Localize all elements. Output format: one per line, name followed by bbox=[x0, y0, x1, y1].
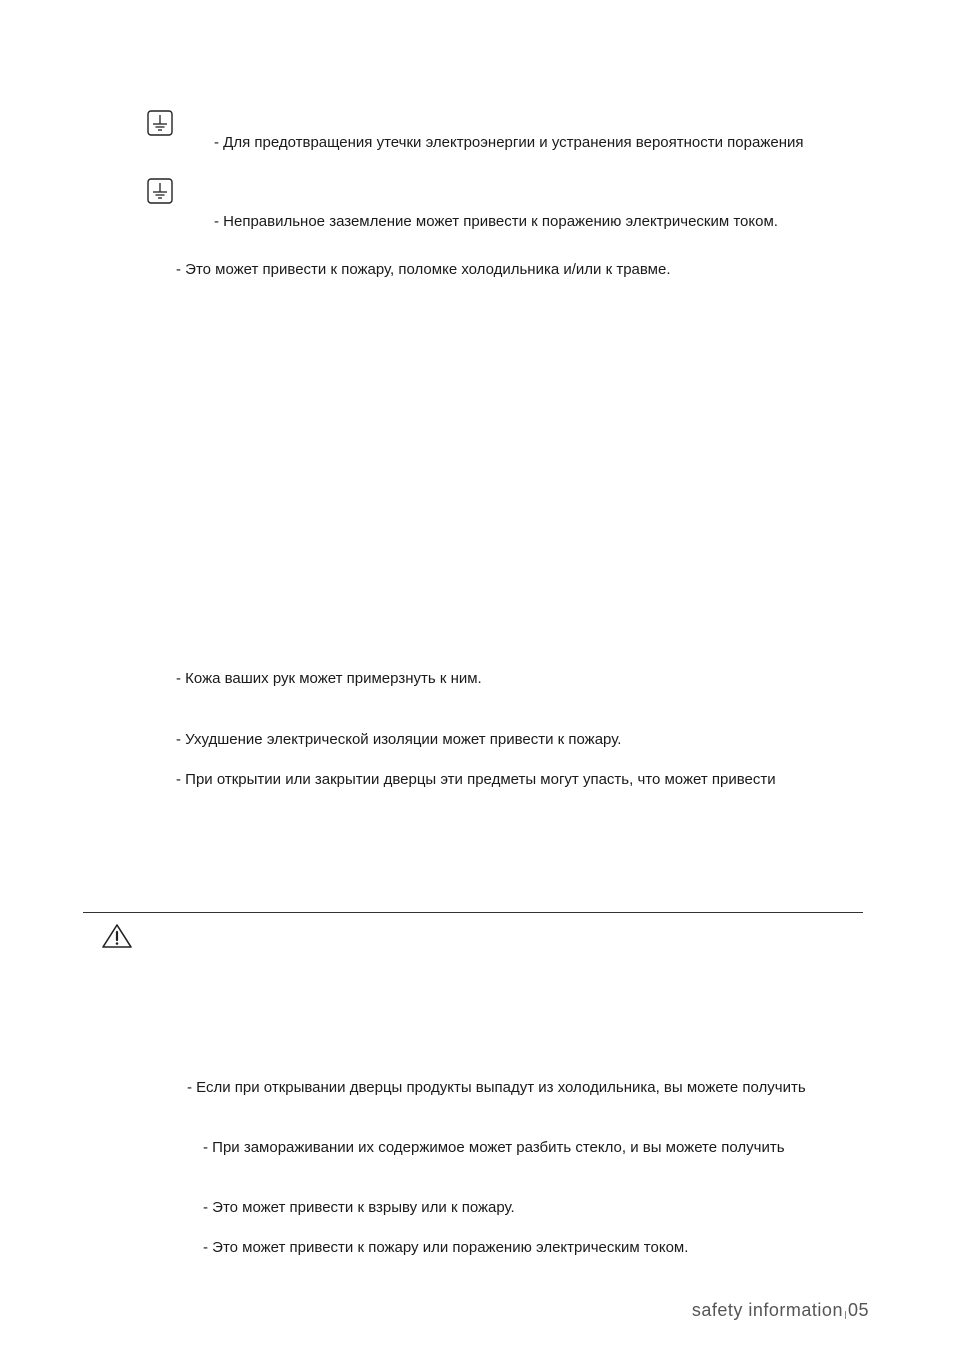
text-line-8: - При замораживании их содержимое может разбить стекло, и вы можете получить bbox=[203, 1139, 785, 1156]
text-line-4: - Кожа ваших рук может примерзнуть к ним. bbox=[176, 670, 482, 687]
caution-triangle-icon bbox=[101, 923, 133, 949]
text-line-10: - Это может привести к пожару или поражению электрическим током. bbox=[203, 1239, 689, 1256]
text-line-2: - Неправильное заземление может привести к поражению электрическим током. bbox=[214, 213, 778, 230]
text-line-7: - Если при открывании дверцы продукты выпадут из холодильника, вы можете получить bbox=[187, 1079, 806, 1096]
ground-symbol-icon bbox=[147, 110, 173, 136]
text-line-3: - Это может привести к пожару, поломке холодильника и/или к травме. bbox=[176, 261, 671, 278]
page-number: 05 bbox=[847, 1300, 869, 1320]
text-line-1: - Для предотвращения утечки электроэнергии и устранения вероятности поражения bbox=[214, 134, 804, 151]
page-footer bbox=[692, 1300, 869, 1321]
footer-separator bbox=[845, 1311, 846, 1319]
footer-section-title: safety information bbox=[691, 1300, 843, 1320]
section-divider bbox=[83, 912, 863, 913]
text-line-6: - При открытии или закрытии дверцы эти предметы могут упасть, что может привести bbox=[176, 771, 776, 788]
ground-symbol-icon bbox=[147, 178, 173, 204]
text-line-9: - Это может привести к взрыву или к пожару. bbox=[203, 1199, 515, 1216]
text-line-5: - Ухудшение электрической изоляции может привести к пожару. bbox=[176, 731, 622, 748]
